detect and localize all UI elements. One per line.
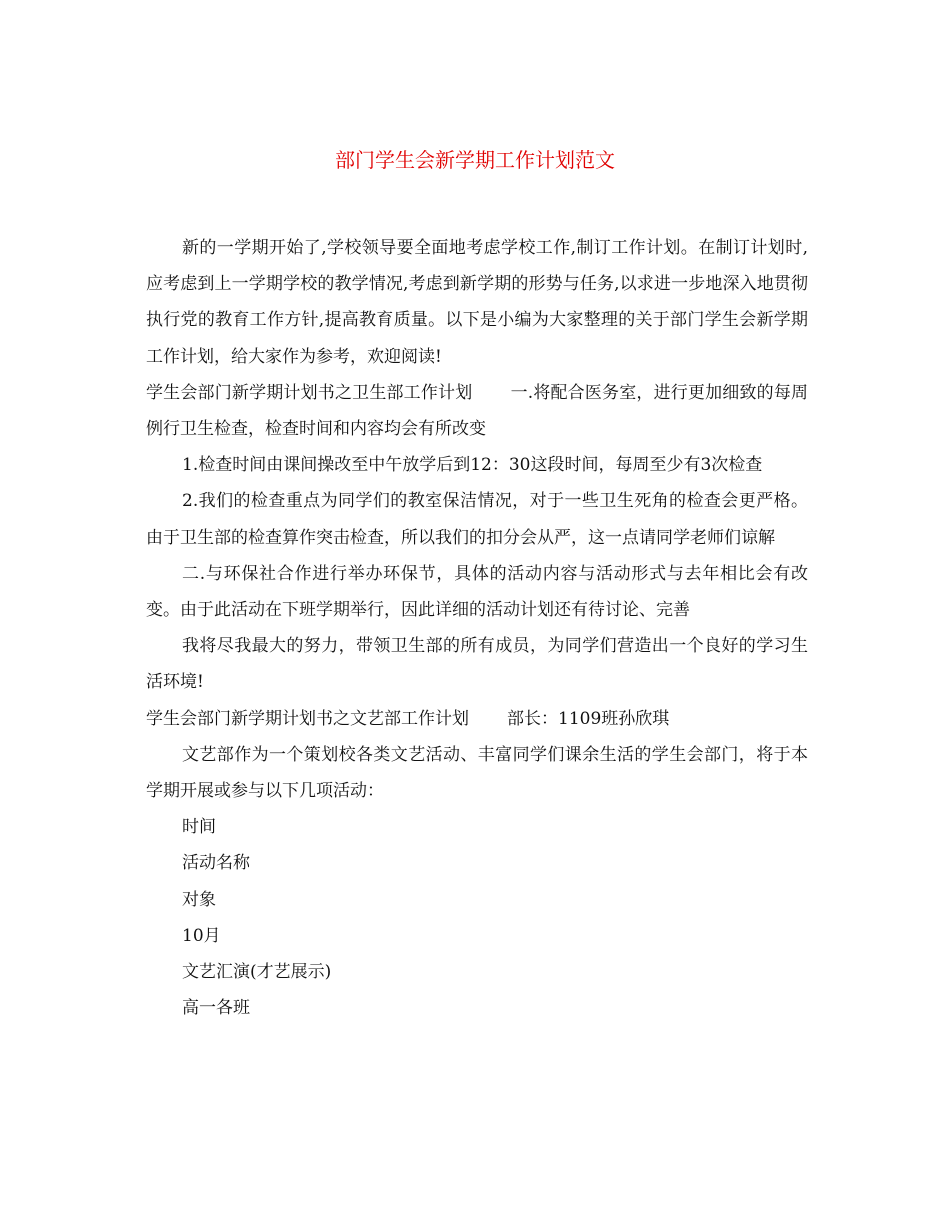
health-item-two: 二.与环保社合作进行举办环保节，具体的活动内容与活动形式与去年相比会有改变。由于此活动在下班学期举行，因此详细的活动计划还有待讨论、完善	[146, 563, 808, 621]
health-item-one: 一.将配合医务室，进行更加细致的每周例行卫生检查，检查时间和内容均会有所改变	[146, 382, 809, 440]
table-header-target: 对象	[182, 889, 216, 910]
document-title: 部门学生会新学期工作计划范文	[335, 148, 615, 172]
health-point-1: 1.检查时间由课间操改至中午放学后到12：30这段时间，每周至少有3次检查	[182, 455, 763, 476]
health-closing: 我将尽我最大的努力，带领卫生部的所有成员，为同学们营造出一个良好的学习生活环境!	[146, 636, 808, 693]
arts-section-line	[146, 701, 808, 737]
table-header-activity: 活动名称	[182, 853, 250, 874]
health-point-2: 2.我们的检查重点为同学们的教室保洁情况，对于一些卫生死角的检查会更严格。由于卫生部的检查算作突击检查，所以我们的扣分会从严，这一点请同学老师们谅解	[146, 491, 808, 548]
health-section-line	[146, 375, 808, 447]
intro-paragraph: 新的一学期开始了,学校领导要全面地考虑学校工作,制订工作计划。在制订计划时,应考虑到上一学期学校的教学情况,考虑到新学期的形势与任务,以求进一步地深入地贯彻执行党的教育工作方针,提高教育质量。以下是小编为大家整理的关于部门学生会新学期工作计划，给大家作为参考，欢迎阅读!	[146, 238, 808, 367]
arts-intro: 文艺部作为一个策划校各类文艺活动、丰富同学们课余生活的学生会部门，将于本学期开展或参与以下几项活动：	[146, 744, 808, 802]
table-cell-target: 高一各班	[182, 998, 250, 1019]
table-cell-time: 10月	[182, 925, 221, 946]
arts-section-heading: 学生会部门新学期计划书之文艺部工作计划	[146, 708, 469, 729]
document-body	[146, 230, 808, 1026]
table-cell-activity: 文艺汇演(才艺展示)	[182, 962, 332, 983]
health-section-heading: 学生会部门新学期计划书之卫生部工作计划	[146, 382, 473, 403]
arts-minister: 部长：1109班孙欣琪	[507, 708, 670, 729]
table-header-time: 时间	[182, 817, 216, 838]
